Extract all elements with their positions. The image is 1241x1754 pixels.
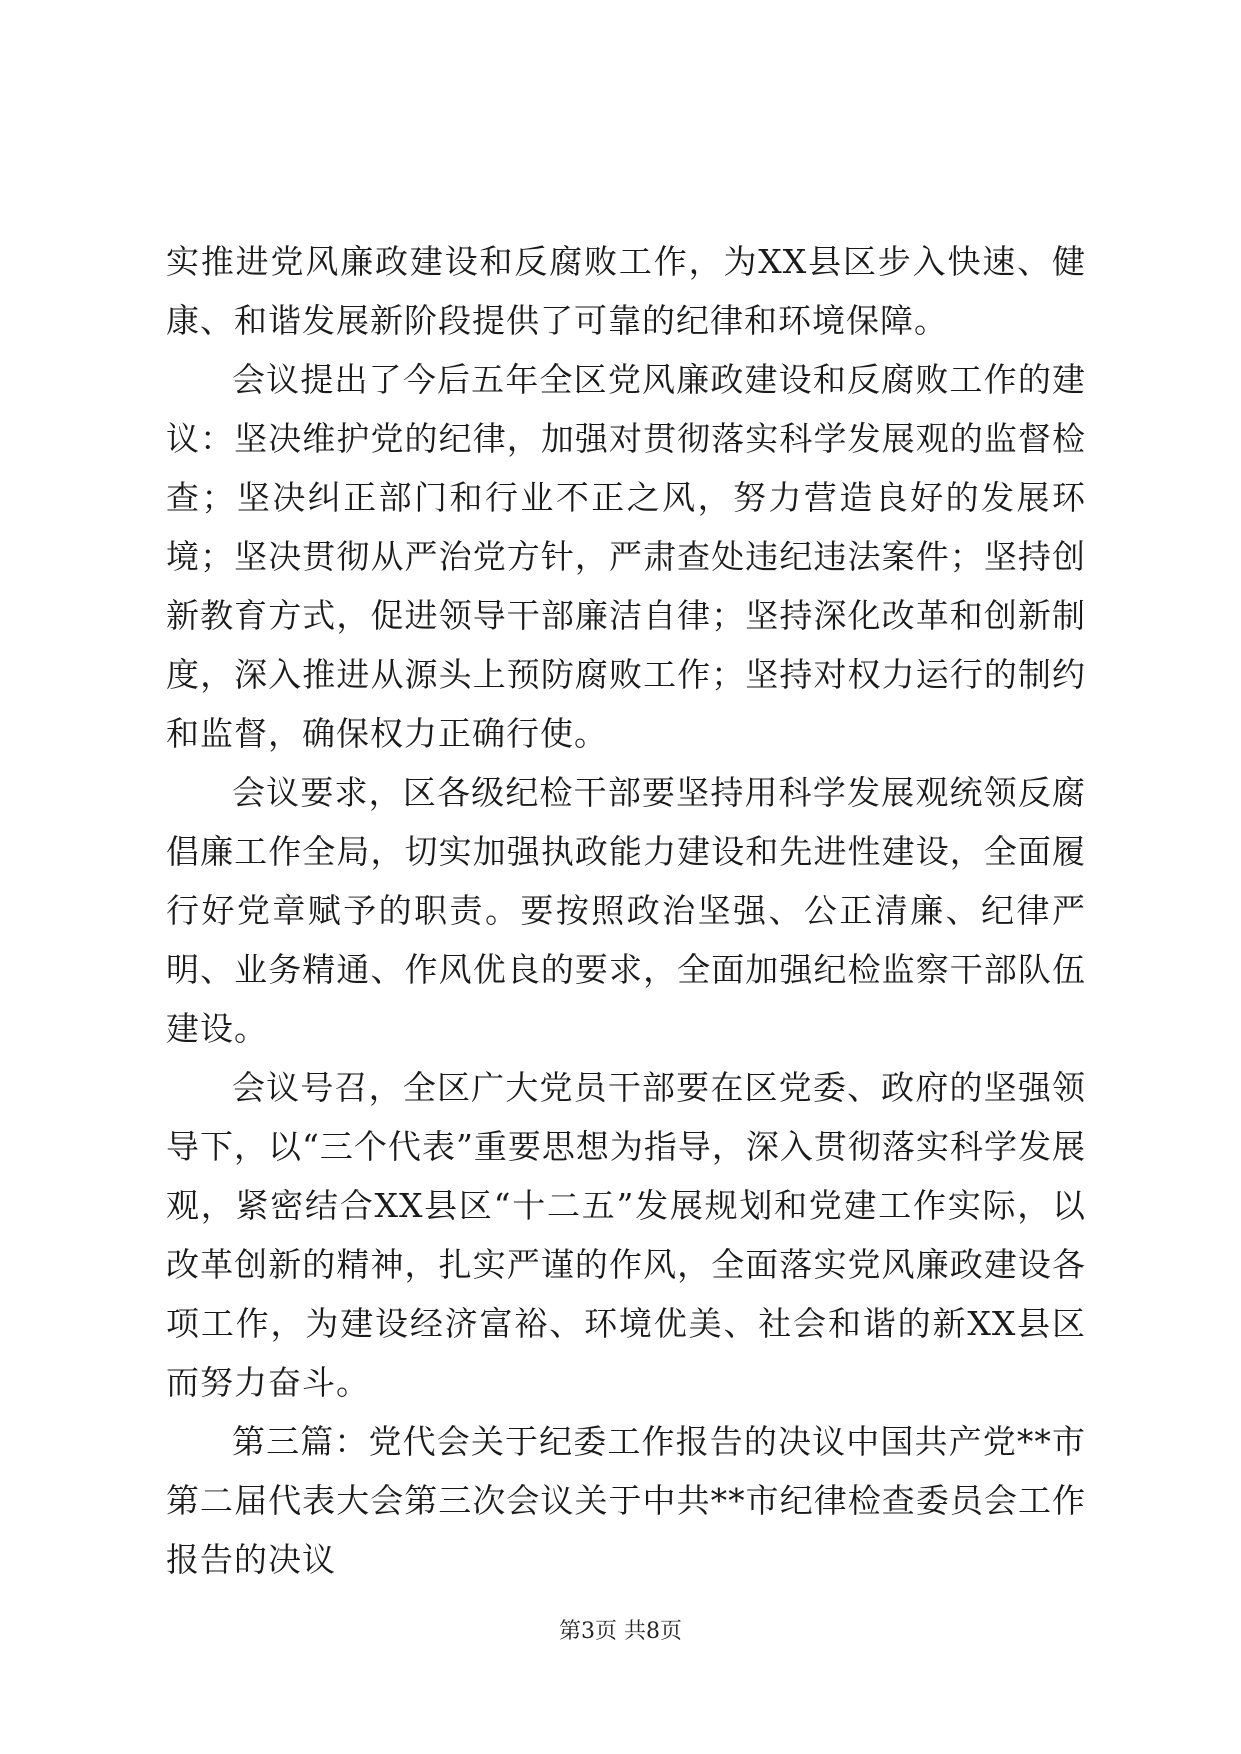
paragraph-meeting-call: 会议号召，全区广大党员干部要在区党委、政府的坚强领导下，以“三个代表”重要思想为指导，深入贯彻落实科学发展观，紧密结合XX县区“十二五”发展规划和党建工作实际，以改革创新的精神，扎实严谨的作风，全面落实党风廉政建设各项工作，为建设经济富裕、环境优美、社会和谐的新XX县区而努力奋斗。 [166, 1068, 1086, 1402]
paragraph-meeting-requirements: 会议要求，区各级纪检干部要坚持用科学发展观统领反腐倡廉工作全局，切实加强执政能力建设和先进性建设，全面履行好党章赋予的职责。要按照政治坚强、公正清廉、纪律严明、业务精通、作风优良的要求，全面加强纪检监察干部队伍建设。 [166, 773, 1086, 1048]
paragraph-meeting-proposals: 会议提出了今后五年全区党风廉政建设和反腐败工作的建议：坚决维护党的纪律，加强对贯彻落实科学发展观的监督检查；坚决纠正部门和行业不正之风，努力营造良好的发展环境；坚决贯彻从严治党方针，严肃查处违纪违法案件；坚持创新教育方式，促进领导干部廉洁自律；坚持深化改革和创新制度，深入推进从源头上预防腐败工作；坚持对权力运行的制约和监督，确保权力正确行使。 [166, 360, 1086, 753]
page-number-footer: 第3页 共8页 [559, 1619, 682, 1644]
paragraph-section-three-heading: 第三篇：党代会关于纪委工作报告的决议中国共产党**市第二届代表大会第三次会议关于中共**市纪律检查委员会工作报告的决议 [166, 1422, 1086, 1579]
paragraph-continuation: 实推进党风廉政建设和反腐败工作，为XX县区步入快速、健康、和谐发展新阶段提供了可靠的纪律和环境保障。 [166, 242, 1086, 340]
document-body [166, 232, 1086, 1589]
